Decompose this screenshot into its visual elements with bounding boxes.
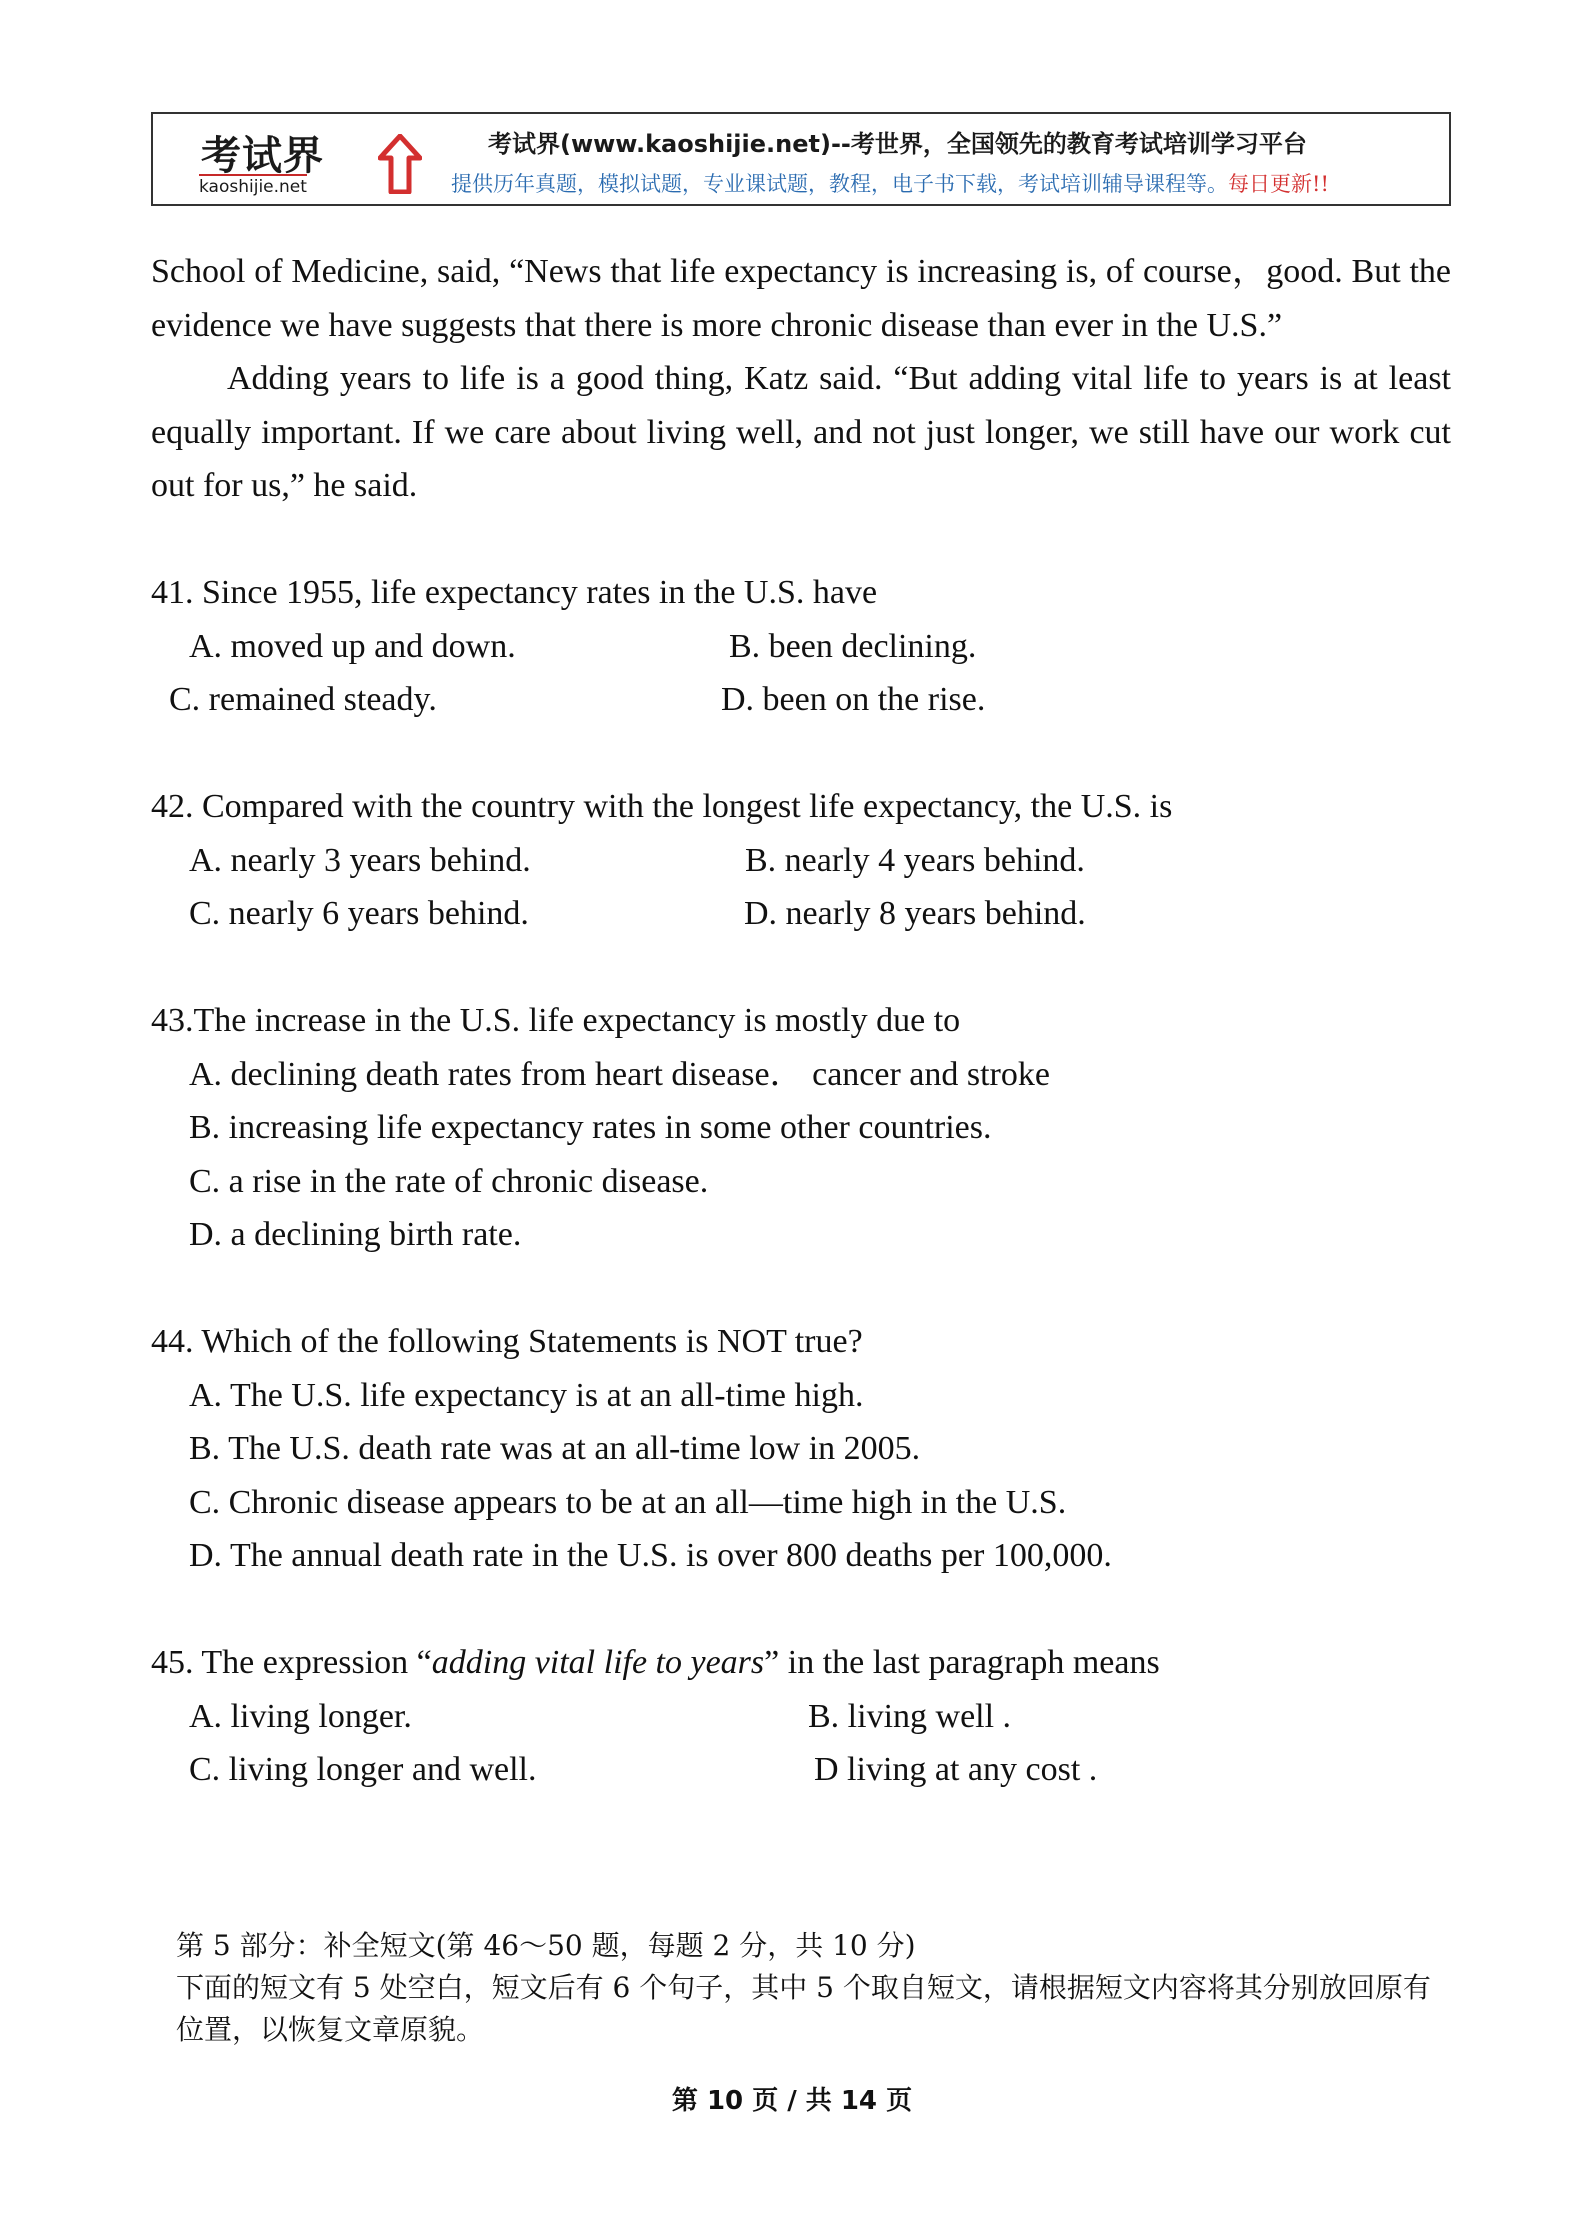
question-44-option-d: D. The annual death rate in the U.S. is over 800 deaths per 100,000. (189, 1537, 1112, 1574)
page-number: 第 10 页 / 共 14 页 (671, 2086, 913, 2116)
section-5-instructions (176, 1925, 1456, 2051)
site-logo[interactable] (193, 122, 403, 198)
question-45-stem (151, 1636, 1451, 1690)
question-42-option-b: B. nearly 4 years behind. (745, 841, 1085, 879)
question-41-stem: 41. Since 1955, life expectancy rates in the U.S. have (151, 574, 878, 611)
question-42-options-row-2 (151, 887, 1451, 941)
section-instruction: 下面的短文有 5 处空白，短文后有 6 个句子，其中 5 个取自短文，请根据短文内容将其分别放回原有位置，以恢复文章原貌。 (176, 1971, 1431, 2046)
question-42-option-c: C. nearly 6 years behind. (189, 895, 529, 932)
question-41-options-row-1 (151, 620, 1451, 674)
question-41-options-row-2 (151, 673, 1451, 727)
question-45-options-row-1 (151, 1690, 1451, 1744)
question-42-option-a: A. nearly 3 years behind. (189, 841, 531, 879)
passage-paragraph-1: School of Medicine, said, “News that life expectancy is increasing is, of course，good. But the evidence we have suggests that there is more chronic disease than ever in the U.S.” (151, 253, 1451, 344)
section-title: 第 5 部分：补全短文(第 46～50 题，每题 2 分，共 10 分) (176, 1929, 916, 1962)
question-45-stem-end: ” in the last paragraph means (764, 1644, 1160, 1681)
question-45-stem-start: 45. The expression “ (151, 1644, 432, 1681)
question-41-option-a: A. moved up and down. (189, 627, 516, 665)
document-body (151, 245, 1451, 1797)
question-42-option-d: D. nearly 8 years behind. (744, 895, 1086, 932)
logo-title: 考试界 (201, 132, 324, 179)
question-43-option-c: C. a rise in the rate of chronic disease. (189, 1162, 709, 1200)
passage-paragraph-2: Adding years to life is a good thing, Katz said. “But adding vital life to years is at least equally important. If we care about living well, and not just longer, we still have our work cut out for us,” he said. (151, 360, 1451, 504)
daily-update-badge: 每日更新!! (1228, 172, 1329, 196)
question-43-stem: 43.The increase in the U.S. life expectancy is mostly due to (151, 1002, 961, 1039)
question-45-option-a: A. living longer. (189, 1697, 412, 1735)
question-45-quoted-phrase: adding vital life to years (431, 1644, 765, 1681)
header-tagline: 考试界(www.kaoshijie.net)--考世界，全国领先的教育考试培训学习平台 (488, 130, 1307, 158)
site-header-banner (151, 112, 1451, 206)
header-description-text: 提供历年真题，模拟试题，专业课试题，教程，电子书下载，考试培训辅导课程等。 (451, 172, 1228, 196)
question-41-option-d: D. been on the rise. (721, 681, 986, 718)
question-44-option-c: C. Chronic disease appears to be at an all—time high in the U.S. (189, 1483, 1067, 1521)
question-45-option-b: B. living well . (808, 1697, 1012, 1735)
header-description (451, 168, 1329, 198)
question-45-option-c: C. living longer and well. (189, 1751, 537, 1788)
question-45-options-row-2 (151, 1743, 1451, 1797)
question-44-stem: 44. Which of the following Statements is NOT true? (151, 1323, 863, 1360)
question-42-options-row-1 (151, 834, 1451, 888)
logo-subtitle: kaoshijie.net (199, 174, 307, 197)
question-44-option-a: A. The U.S. life expectancy is at an all-time high. (189, 1376, 864, 1414)
question-43-option-b: B. increasing life expectancy rates in some other countries. (189, 1109, 992, 1146)
question-44-option-b: B. The U.S. death rate was at an all-time low in 2005. (189, 1430, 921, 1467)
question-43-option-a: A. declining death rates from heart disease． cancer and stroke (189, 1055, 1050, 1093)
question-42-stem: 42. Compared with the country with the longest life expectancy, the U.S. is (151, 788, 1173, 825)
question-41-option-c: C. remained steady. (169, 681, 437, 718)
question-45-option-d: D living at any cost . (814, 1751, 1098, 1788)
up-arrow-icon (378, 134, 422, 194)
question-41-option-b: B. been declining. (729, 627, 977, 665)
question-43-option-d: D. a declining birth rate. (189, 1216, 522, 1253)
